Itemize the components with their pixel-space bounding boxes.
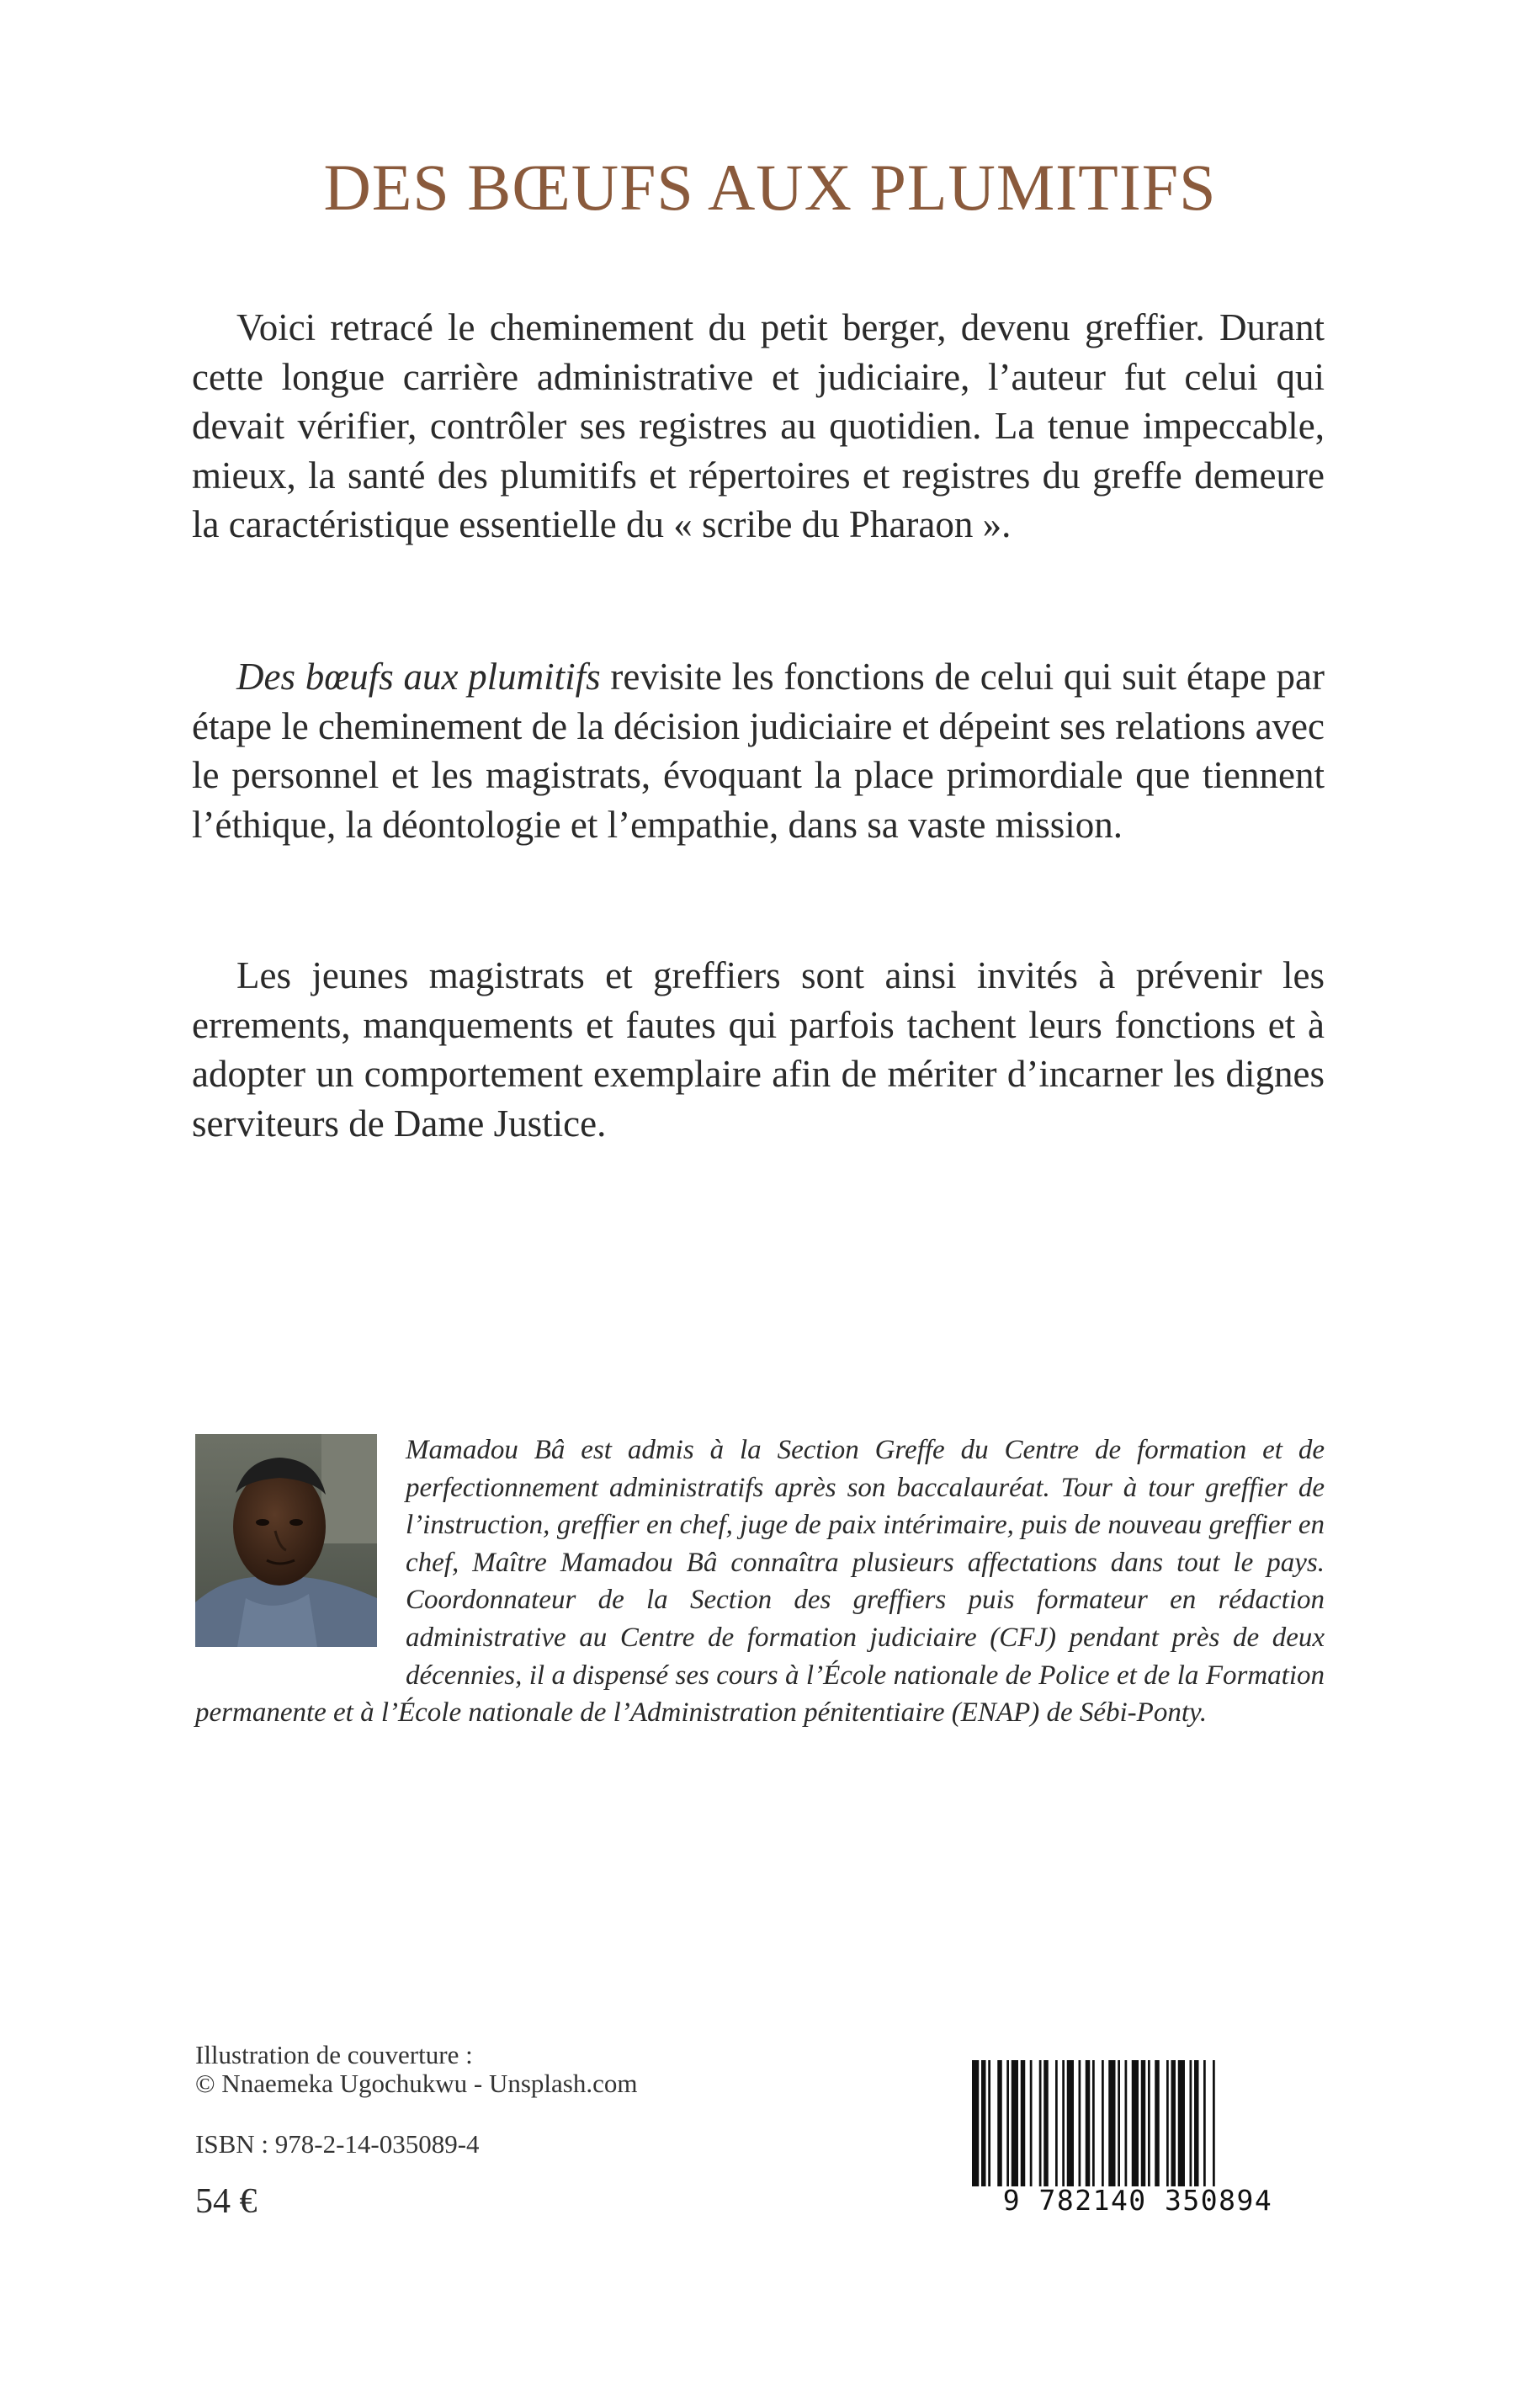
- cover-credit-source: © Nnaemeka Ugochukwu - Unsplash.com: [195, 2069, 638, 2098]
- book-title-italic: Des bœufs aux plumitifs: [236, 656, 601, 698]
- barcode: [965, 2060, 1310, 2186]
- barcode-bar: [997, 2060, 1002, 2186]
- barcode-bar: [1118, 2060, 1120, 2186]
- barcode-bar: [1155, 2060, 1160, 2186]
- barcode-bar: [1043, 2060, 1049, 2186]
- blurb-paragraph-2-text: revisite les fonctions de celui qui suit étape par étape le cheminement de la décision judiciaire et dépeint ses relations avec le personnel et les magistrats, évoquant la place primordiale que tiennent l’éthique, la déontologie et l’empathie, dans sa vaste mission.: [192, 656, 1325, 846]
- blurb-paragraph-1: Voici retracé le cheminement du petit berger, devenu greffier. Durant cette longue carrière administrative et judiciaire, l’auteur fut celui qui devait vérifier, contrôler ses registres au quotidien. La tenue impeccable, mieux, la santé des plumitifs et répertoires et registres du greffe demeure la caractéristique essentielle du « scribe du Pharaon ».: [192, 306, 1325, 545]
- isbn: ISBN : 978-2-14-035089-4: [195, 2129, 480, 2159]
- barcode-bar: [1108, 2060, 1115, 2186]
- barcode-bar: [1086, 2060, 1091, 2186]
- barcode-bar: [1125, 2060, 1128, 2186]
- barcode-bar: [1141, 2060, 1146, 2186]
- barcode-bar: [1213, 2060, 1215, 2186]
- author-bio-text: Mamadou Bâ est admis à la Section Greffe du Centre de formation et de perfectionnement administratifs après son baccalauréat. Tour à tour greffier de l’instruction, greffier en chef, juge de paix intérimaire, puis de nouveau greffier en chef, Maître Mamadou Bâ connaîtra plusieurs affectations dans tout le pays. Coordonnateur de la Section des greffiers puis formateur en rédaction administrative au Centre de formation judiciaire (CFJ) pendant près de deux décennies, il a dispensé ses cours à l’École nationale de Police et de la Formation permanente et à l’École nationale de l’Administration pénitentiaire (ENAP) de Sébi-Ponty.: [195, 1435, 1325, 1729]
- barcode-bar: [1021, 2060, 1026, 2186]
- cover-credit: [195, 2041, 637, 2098]
- price: 54 €: [195, 2182, 258, 2221]
- barcode-bar: [1171, 2060, 1176, 2186]
- blurb-paragraph-3: Les jeunes magistrats et greffiers sont ainsi invités à prévenir les errements, manquements et fautes qui parfois tachent leurs fonctions et à adopter un comportement exemplaire afin de mériter d’incarner les dignes serviteurs de Dame Justice.: [192, 954, 1325, 1145]
- book-title: DES BŒUFS AUX PLUMITIFS: [323, 151, 1217, 224]
- barcode-bar: [1039, 2060, 1042, 2186]
- author-bio: [195, 1432, 1325, 1732]
- barcode-bar: [1030, 2060, 1033, 2186]
- barcode-bar: [988, 2060, 990, 2186]
- barcode-bar: [1178, 2060, 1185, 2186]
- photo-spacer: [195, 1432, 406, 1657]
- barcode-bar: [1102, 2060, 1104, 2186]
- barcode-bar: [972, 2060, 979, 2186]
- barcode-bar: [1062, 2060, 1065, 2186]
- barcode-bar: [1203, 2060, 1206, 2186]
- cover-credit-label: Illustration de couverture :: [195, 2040, 473, 2069]
- barcode-bar: [1055, 2060, 1058, 2186]
- barcode-bar: [1194, 2060, 1199, 2186]
- barcode-bar: [1132, 2060, 1139, 2186]
- barcode-digits: 9 782140 350894: [1002, 2184, 1273, 2217]
- barcode-bar: [1092, 2060, 1095, 2186]
- barcode-bar: [1079, 2060, 1081, 2186]
- barcode-bar: [1190, 2060, 1192, 2186]
- blurb-paragraph-2: [192, 652, 1325, 849]
- barcode-bar: [1067, 2060, 1074, 2186]
- barcode-bar: [1166, 2060, 1169, 2186]
- barcode-bar: [1006, 2060, 1009, 2186]
- barcode-bar: [1148, 2060, 1150, 2186]
- barcode-bar: [1012, 2060, 1018, 2186]
- barcode-bar: [981, 2060, 986, 2186]
